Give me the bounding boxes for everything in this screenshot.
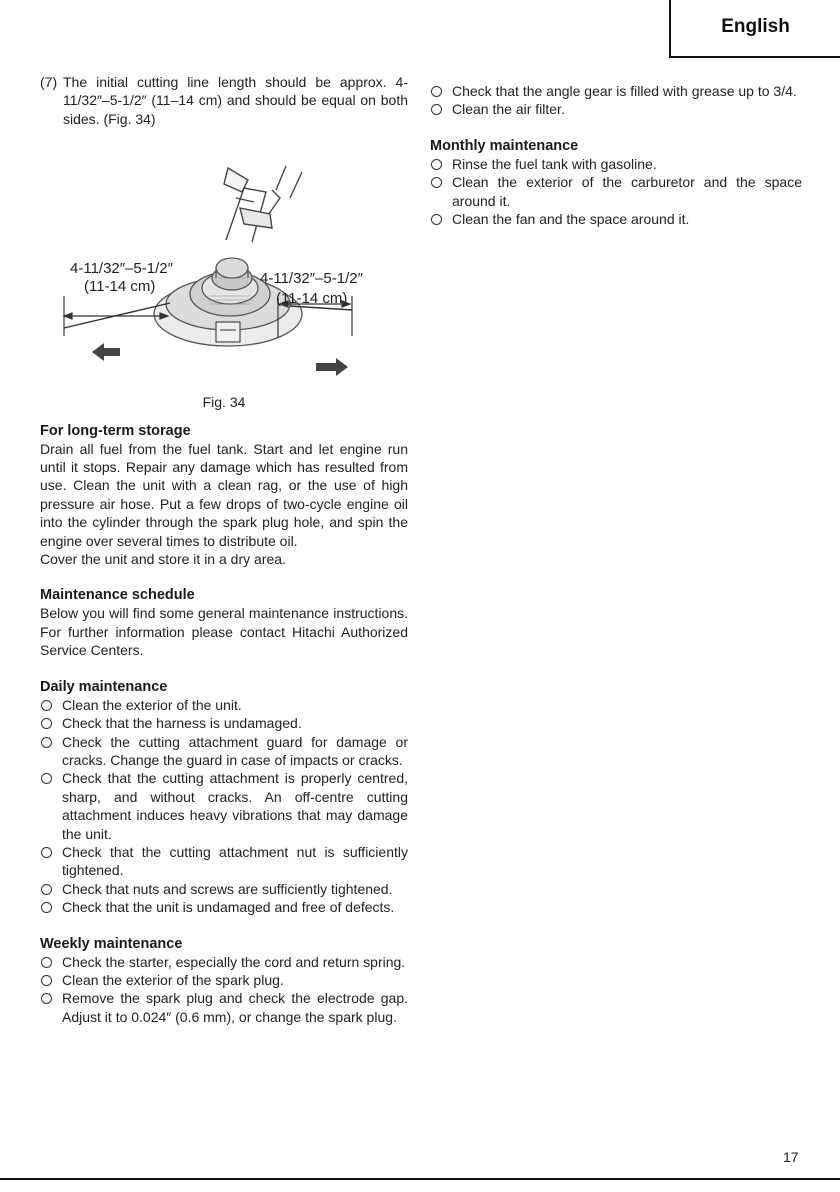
daily-list bbox=[40, 696, 408, 917]
step-7 bbox=[40, 73, 408, 128]
circle-bullet-icon bbox=[431, 159, 442, 170]
list-item: Clean the exterior of the spark plug. bbox=[40, 971, 408, 989]
figure-label-left-length: 4-11/32″–5-1/2″ bbox=[70, 260, 173, 278]
figure-34 bbox=[40, 128, 408, 393]
list-item: Check the cutting attachment guard for damage or cracks. Change the guard in case of impacts or cracks. bbox=[40, 733, 408, 770]
circle-bullet-icon bbox=[431, 86, 442, 97]
weekly-list bbox=[40, 953, 408, 1027]
list-item: Check that the angle gear is filled with grease up to 3/4. bbox=[430, 82, 802, 100]
schedule-paragraph: Below you will find some general maintenance instructions. For further information please contact Hitachi Authorized Service Centers. bbox=[40, 605, 408, 659]
monthly-heading: Monthly maintenance bbox=[430, 137, 579, 154]
storage-paragraph: Drain all fuel from the fuel tank. Start and let engine run until it stops. Repair any damage which has resulted from use. Clean the unit with a clean rag, or the use of high pressure air hose. Put a few drops of two-cycle engine oil into the cylinder through the spark plug hole, and spin the engine over several times to distribute oil. bbox=[40, 440, 408, 549]
list-item: Clean the air filter. bbox=[430, 100, 802, 118]
circle-bullet-icon bbox=[431, 214, 442, 225]
circle-bullet-icon bbox=[41, 957, 52, 968]
circle-bullet-icon bbox=[41, 847, 52, 858]
step-text: The initial cutting line length should be approx. 4-11/32″–5-1/2″ (11–14 cm) and should be equal on both sides. (Fig. 34) bbox=[63, 74, 408, 127]
circle-bullet-icon bbox=[431, 104, 442, 115]
circle-bullet-icon bbox=[41, 737, 52, 748]
circle-bullet-icon bbox=[41, 700, 52, 711]
language-tab: English bbox=[669, 0, 840, 58]
list-item: Rinse the fuel tank with gasoline. bbox=[430, 155, 802, 173]
figure-label-right-metric: (11-14 cm) bbox=[276, 290, 348, 308]
list-item: Check that the cutting attachment nut is sufficiently tightened. bbox=[40, 843, 408, 880]
storage-heading: For long-term storage bbox=[40, 422, 191, 439]
figure-caption: Fig. 34 bbox=[202, 394, 246, 411]
circle-bullet-icon bbox=[41, 884, 52, 895]
figure-label-right-length: 4-11/32″–5-1/2″ bbox=[260, 270, 363, 288]
list-item: Clean the fan and the space around it. bbox=[430, 210, 802, 228]
circle-bullet-icon bbox=[41, 993, 52, 1004]
schedule-heading: Maintenance schedule bbox=[40, 587, 195, 604]
bottom-rule bbox=[0, 1178, 840, 1180]
circle-bullet-icon bbox=[41, 902, 52, 913]
daily-heading: Daily maintenance bbox=[40, 678, 168, 695]
step-number: (7) bbox=[40, 74, 58, 90]
list-item: Check that the unit is undamaged and free of defects. bbox=[40, 898, 408, 916]
circle-bullet-icon bbox=[431, 177, 442, 188]
circle-bullet-icon bbox=[41, 773, 52, 784]
list-item: Clean the exterior of the carburetor and the space around it. bbox=[430, 173, 802, 210]
list-item: Remove the spark plug and check the electrode gap. Adjust it to 0.024″ (0.6 mm), or change the spark plug. bbox=[40, 989, 408, 1026]
storage-cover-paragraph: Cover the unit and store it in a dry area. bbox=[40, 551, 286, 568]
figure-label-left-metric: (11-14 cm) bbox=[84, 278, 156, 296]
circle-bullet-icon bbox=[41, 718, 52, 729]
list-item: Check that the harness is undamaged. bbox=[40, 714, 408, 732]
right-column bbox=[430, 82, 802, 228]
circle-bullet-icon bbox=[41, 975, 52, 986]
page-number: 17 bbox=[783, 1149, 799, 1165]
left-column bbox=[40, 73, 408, 1026]
list-item: Check that the cutting attachment is properly centred, sharp, and without cracks. An off-centre cutting attachment induces heavy vibrations that may damage the unit. bbox=[40, 769, 408, 843]
weekly-heading: Weekly maintenance bbox=[40, 935, 183, 952]
list-item: Clean the exterior of the unit. bbox=[40, 696, 408, 714]
list-item: Check the starter, especially the cord and return spring. bbox=[40, 953, 408, 971]
list-item: Check that nuts and screws are sufficiently tightened. bbox=[40, 880, 408, 898]
monthly-list bbox=[430, 155, 802, 229]
weekly-continued-list bbox=[430, 82, 802, 119]
